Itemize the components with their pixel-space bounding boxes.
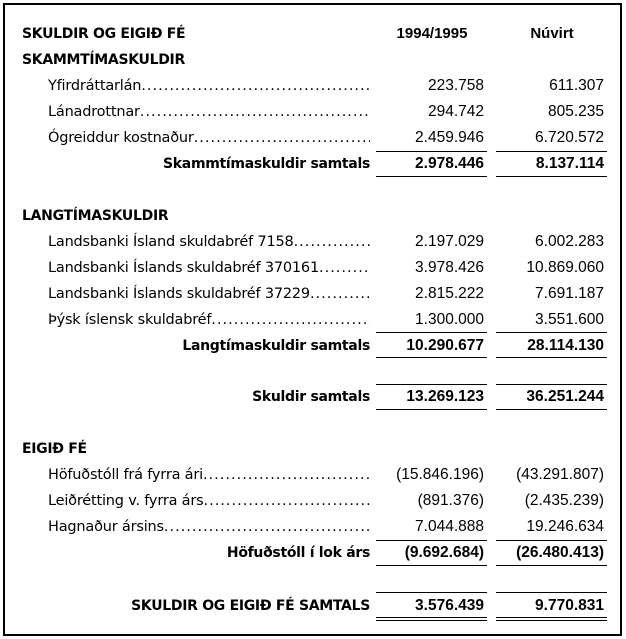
section-heading-long-term: LANGTÍMASKULDIR — [22, 208, 169, 224]
row-label: Landsbanki Íslands skuldabréf 37229 ..... — [48, 281, 370, 307]
value-nuvirt: 10.869.060 — [526, 259, 604, 276]
subtotal-rule — [496, 176, 607, 177]
value-nuvirt: (2.435.239) — [524, 492, 604, 509]
row-label: Ógreiddur kostnaður ..... — [48, 125, 370, 151]
total-rule — [496, 409, 607, 410]
row-label: Leiðrétting v. fyrra árs ..... — [48, 488, 370, 514]
table-row — [0, 307, 626, 333]
column-header-nuvirt: Núvirt — [530, 25, 574, 42]
total-rule — [376, 409, 487, 410]
subtotal-row-long-term — [0, 333, 626, 359]
subtotal-nuvirt: (26.480.413) — [516, 544, 604, 561]
value-nuvirt: 3.551.600 — [535, 311, 604, 328]
value-nuvirt: 805.235 — [547, 103, 604, 120]
row-label: Yfirdráttarlán ..... — [48, 73, 370, 99]
value-nuvirt: (43.291.807) — [516, 466, 604, 483]
value-1994-1995: (891.376) — [417, 492, 484, 509]
table-row — [0, 488, 626, 514]
total-nuvirt: 36.251.244 — [526, 388, 604, 405]
row-label: Landsbanki Íslands skuldabréf 370161 ..... — [48, 255, 370, 281]
subtotal-rule — [376, 565, 487, 566]
subtotal-1994-1995: 2.978.446 — [415, 155, 484, 172]
value-1994-1995: 2.815.222 — [415, 285, 484, 302]
subtotal-1994-1995: (9.692.684) — [404, 544, 484, 561]
grand-total-label: SKULDIR OG EIGIÐ FÉ SAMTALS — [131, 598, 370, 614]
grand-total-1994-1995: 3.576.439 — [415, 597, 484, 614]
value-1994-1995: 1.300.000 — [415, 311, 484, 328]
subtotal-rule — [496, 357, 607, 358]
table-row — [0, 462, 626, 488]
subtotal-label: Skammtímaskuldir samtals — [163, 156, 370, 172]
total-row-debts — [0, 384, 626, 410]
grand-total-row — [0, 593, 626, 619]
subtotal-nuvirt: 8.137.114 — [535, 155, 604, 172]
subtotal-rule — [376, 357, 487, 358]
subtotal-rule — [376, 176, 487, 177]
subtotal-label: Langtímaskuldir samtals — [182, 338, 370, 354]
table-row — [0, 255, 626, 281]
value-1994-1995: (15.846.196) — [396, 466, 484, 483]
section-heading-equity: EIGIÐ FÉ — [22, 441, 87, 457]
grand-total-nuvirt: 9.770.831 — [535, 597, 604, 614]
total-1994-1995: 13.269.123 — [406, 388, 484, 405]
table-row — [0, 125, 626, 151]
subtotal-label: Höfuðstóll í lok árs — [226, 545, 370, 561]
subtotal-row-equity — [0, 540, 626, 566]
subtotal-rule — [496, 565, 607, 566]
value-1994-1995: 7.044.888 — [415, 518, 484, 535]
value-nuvirt: 6.002.283 — [535, 233, 604, 250]
row-label: Höfuðstóll frá fyrra ári ..... — [48, 462, 370, 488]
double-underline — [496, 617, 607, 618]
value-1994-1995: 2.459.946 — [415, 129, 484, 146]
value-1994-1995: 223.758 — [427, 77, 484, 94]
table-row — [0, 73, 626, 99]
total-label: Skuldir samtals — [252, 389, 370, 405]
double-underline — [496, 620, 607, 621]
value-1994-1995: 3.978.426 — [415, 259, 484, 276]
table-row — [0, 99, 626, 125]
row-label: Landsbanki Ísland skuldabréf 7158 ..... — [48, 229, 370, 255]
subtotal-1994-1995: 10.290.677 — [406, 337, 484, 354]
value-nuvirt: 611.307 — [549, 77, 604, 94]
value-1994-1995: 2.197.029 — [415, 233, 484, 250]
subtotal-row-short-term — [0, 151, 626, 177]
double-underline — [376, 620, 487, 621]
value-1994-1995: 294.742 — [427, 103, 484, 120]
subtotal-nuvirt: 28.114.130 — [527, 337, 604, 354]
row-label: Þýsk íslensk skuldabréf ..... — [48, 307, 370, 333]
column-header-1994-1995: 1994/1995 — [396, 25, 468, 42]
value-nuvirt: 6.720.572 — [535, 129, 604, 146]
page-title: SKULDIR OG EIGIÐ FÉ — [22, 26, 186, 42]
row-label: Hagnaður ársins ..... — [48, 514, 370, 540]
double-underline — [376, 617, 487, 618]
table-row — [0, 514, 626, 540]
value-nuvirt: 7.691.187 — [535, 285, 604, 302]
row-label: Lánadrottnar ..... — [48, 99, 370, 125]
section-heading-short-term: SKAMMTÍMASKULDIR — [22, 52, 185, 68]
table-row — [0, 281, 626, 307]
value-nuvirt: 19.246.634 — [526, 518, 604, 535]
table-row — [0, 229, 626, 255]
